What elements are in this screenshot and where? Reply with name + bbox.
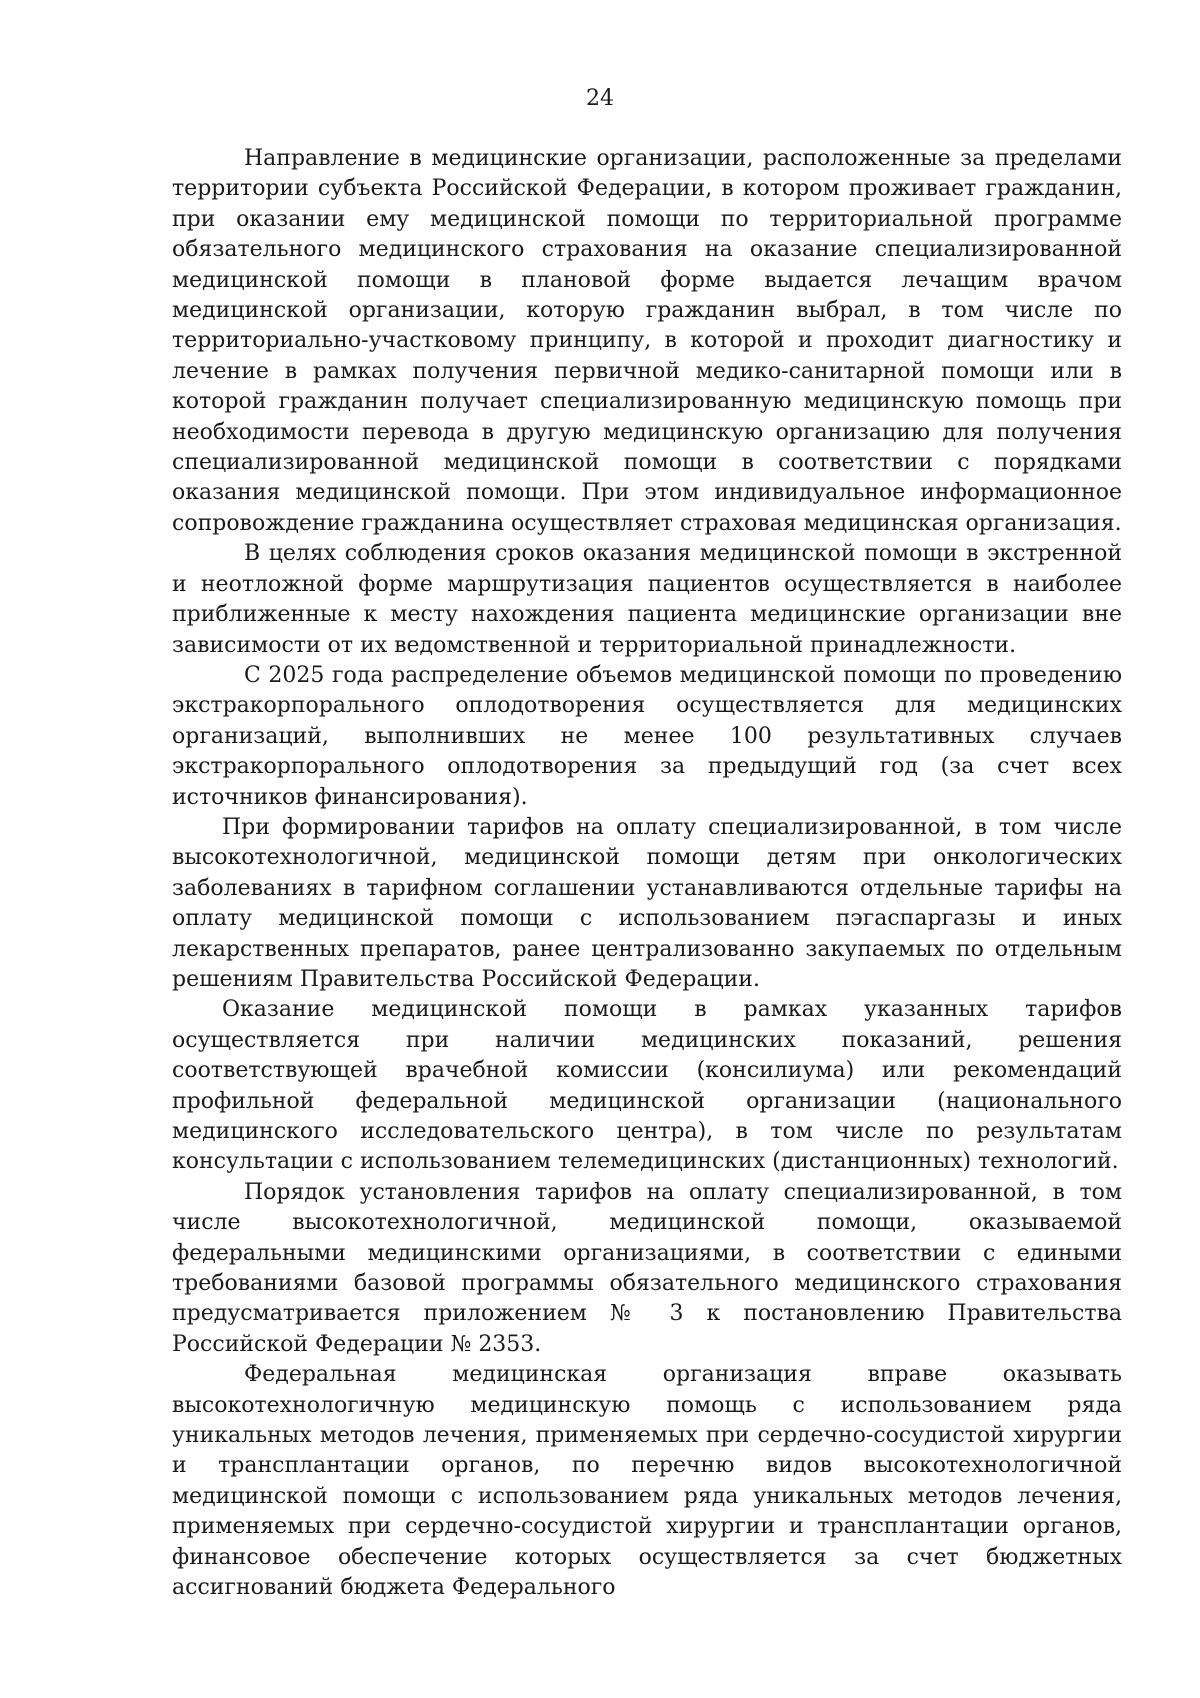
paragraph-unique-methods: Федеральная медицинская организация вправе оказывать высокотехнологичную медицинскую помощь с использованием ряда уникальных методов лечения, применяемых при сердечно-сосудистой хирургии и трансплантации органов, по перечню видов высокотехнологичной медицинской помощи с использованием ряда уникальных методов лечения, применяемых при сердечно-сосудистой хирургии и трансплантации органов, финансовое обеспечение которых осуществляется за счет бюджетных ассигнований бюджета Федерального [172,1362,1122,1601]
page-number: 24 [586,86,614,111]
paragraph-tariff-conditions: Оказание медицинской помощи в рамках указанных тарифов осуществляется при наличии медицинских показаний, решения соответствующей врачебной комиссии (консилиума) или рекомендаций профильной федеральной медицинской организации (национального медицинского исследовательского центра), в том числе по результатам консультации с использованием телемедицинских (дистанционных) технологий. [172,997,1122,1175]
paragraph-ivf-volumes: С 2025 года распределение объемов медицинской помощи по проведению экстракорпорального оплодотворения осуществляется для медицинских организаций, выполнивших не менее 100 результативных случаев экстракорпорального оплодотворения за предыдущий год (за счет всех источников финансирования). [172,662,1122,810]
document-body [172,144,1122,1604]
paragraph-pediatric-oncology-tariffs: При формировании тарифов на оплату специализированной, в том числе высокотехнологичной, медицинской помощи детям при онкологических заболеваниях в тарифном соглашении устанавливаются отдельные тарифы на оплату медицинской помощи с использованием пэгаспаргазы и иных лекарственных препаратов, ранее централизованно закупаемых по отдельным решениям Правительства Российской Федерации. [172,814,1122,992]
paragraph-federal-tariffs: Порядок установления тарифов на оплату специализированной, в том числе высокотехнологичной, медицинской помощи, оказываемой федеральными медицинскими организациями, в соответствии с едиными требованиями базовой программы обязательного медицинского страхования предусматривается приложением № 3 к постановлению Правительства Российской Федерации № 2353. [172,1179,1122,1357]
paragraph-emergency-routing: В целях соблюдения сроков оказания медицинской помощи в экстренной и неотложной форме маршрутизация пациентов осуществляется в наиболее приближенные к месту нахождения пациента медицинские организации вне зависимости от их ведомственной и территориальной принадлежности. [172,541,1122,658]
paragraph-referral: Направление в медицинские организации, расположенные за пределами территории субъекта Российской Федерации, в котором проживает гражданин, при оказании ему медицинской помощи по территориальной программе обязательного медицинского страхования на оказание специализированной медицинской помощи в плановой форме выдается лечащим врачом медицинской организации, которую гражданин выбрал, в том числе по территориально-участковому принципу, в которой и проходит диагностику и лечение в рамках получения первичной медико-санитарной помощи или в которой гражданин получает специализированную медицинскую помощь при необходимости перевода в другую медицинскую организацию для получения специализированной медицинской помощи в соответствии с порядками оказания медицинской помощи. При этом индивидуальное информационное сопровождение гражданина осуществляет страховая медицинская организация. [172,146,1122,536]
